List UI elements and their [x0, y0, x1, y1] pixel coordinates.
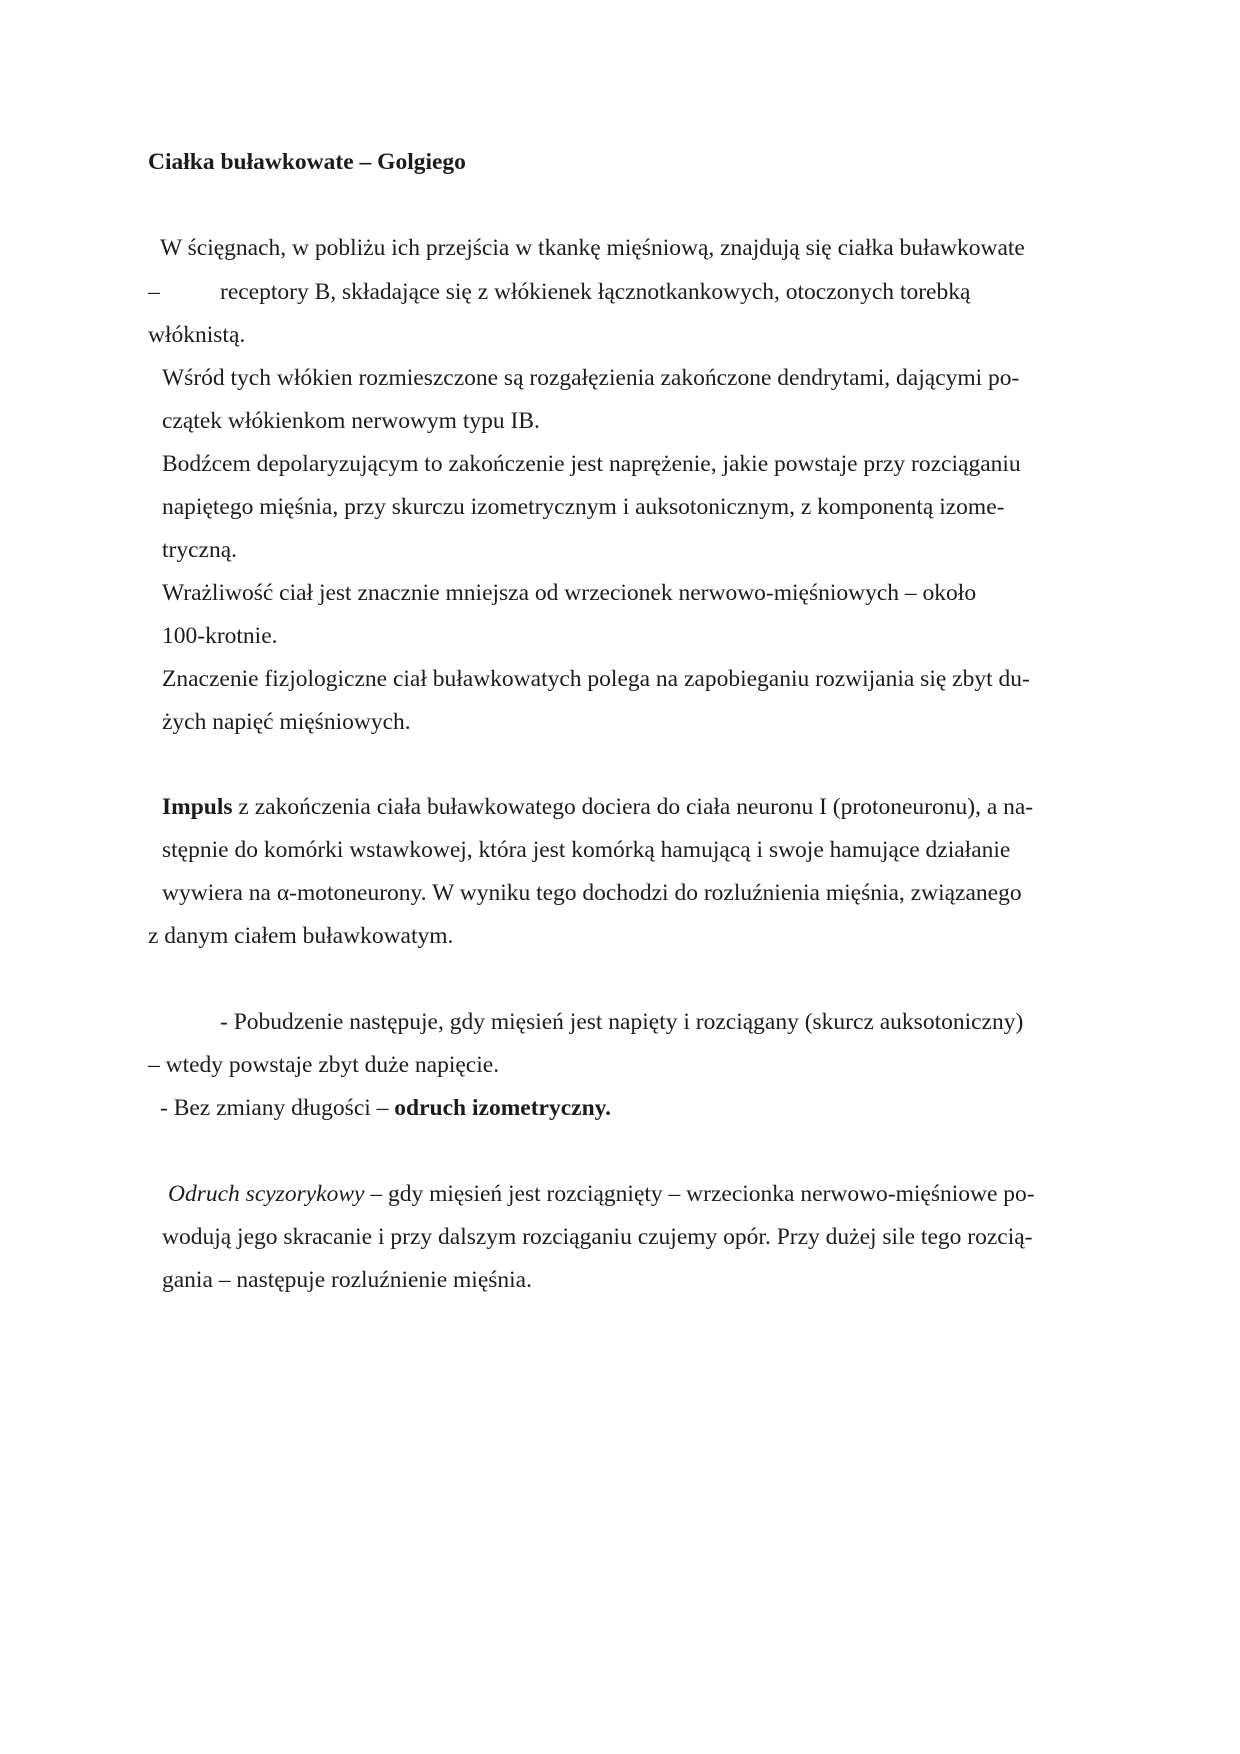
p8-line-1-rest: – gdy mięsień jest rozciągnięty – wrzecionka nerwowo-mięśniowe po- [364, 1181, 1035, 1207]
p2-line-2: czątek włókienkom nerwowym typu IB. [162, 408, 540, 434]
page-title: Ciałka buławkowate – Golgiego [148, 149, 466, 175]
p6-line-1-rest: z zakończenia ciała buławkowatego dociera do ciała neuronu I (protoneuronu), a na- [232, 794, 1034, 820]
p3-line-3: tryczną. [162, 537, 238, 563]
p4-line-1: Wrażliwość ciał jest znacznie mniejsza od wrzecionek nerwowo-mięśniowych – około [162, 580, 977, 606]
p1-line-1: W ścięgnach, w pobliżu ich przejścia w tkankę mięśniową, znajdują się ciałka buławkowate [160, 235, 1025, 261]
p7-line-1: - Pobudzenie następuje, gdy mięsień jest napięty i rozciągany (skurcz auksotoniczny) [220, 1009, 1024, 1035]
p5-line-1: Znaczenie fizjologiczne ciał buławkowatych polega na zapobieganiu rozwijania się zbyt du- [162, 666, 1030, 692]
p8-line-1 [168, 1179, 1035, 1209]
p3-line-2: napiętego mięśnia, przy skurczu izometrycznym i auksotonicznym, z komponentą izome- [162, 494, 1005, 520]
impuls-word: Impuls [162, 794, 233, 820]
odruch-izometryczny: odruch izometryczny. [394, 1095, 611, 1121]
p6-line-4: z danym ciałem buławkowatym. [148, 923, 454, 949]
p4-line-2: 100-krotnie. [162, 623, 278, 649]
p8-line-2: wodują jego skracanie i przy dalszym rozciąganiu czujemy opór. Przy dużej sile tego rozcią- [162, 1224, 1033, 1250]
p2-line-1: Wśród tych włókien rozmieszczone są rozgałęzienia zakończone dendrytami, dającymi po- [162, 365, 1020, 391]
p5-line-2: żych napięć mięśniowych. [162, 709, 411, 735]
p1-line-3: włóknistą. [148, 322, 246, 348]
p8-line-3: gania – następuje rozluźnienie mięśnia. [162, 1267, 532, 1293]
p6-line-2: stępnie do komórki wstawkowej, która jest komórką hamującą i swoje hamujące działanie [162, 837, 1011, 863]
p6-line-3: wywiera na α-motoneurony. W wyniku tego dochodzi do rozluźnienia mięśnia, związanego [162, 880, 1022, 906]
p7-line-3-pre: - Bez zmiany długości – [160, 1095, 395, 1121]
p7-line-2: – wtedy powstaje zbyt duże napięcie. [148, 1052, 500, 1078]
odruch-scyzorykowy: Odruch scyzorykowy [168, 1181, 365, 1207]
p1-line-2: receptory B, składające się z włókienek łącznotkankowych, otoczonych torebką [220, 279, 971, 305]
p3-line-1: Bodźcem depolaryzującym to zakończenie jest naprężenie, jakie powstaje przy rozciąganiu [162, 451, 1021, 477]
p6-line-1 [162, 792, 1033, 822]
p1-line-2-dash: – [148, 279, 160, 305]
p7-line-3 [160, 1093, 611, 1123]
